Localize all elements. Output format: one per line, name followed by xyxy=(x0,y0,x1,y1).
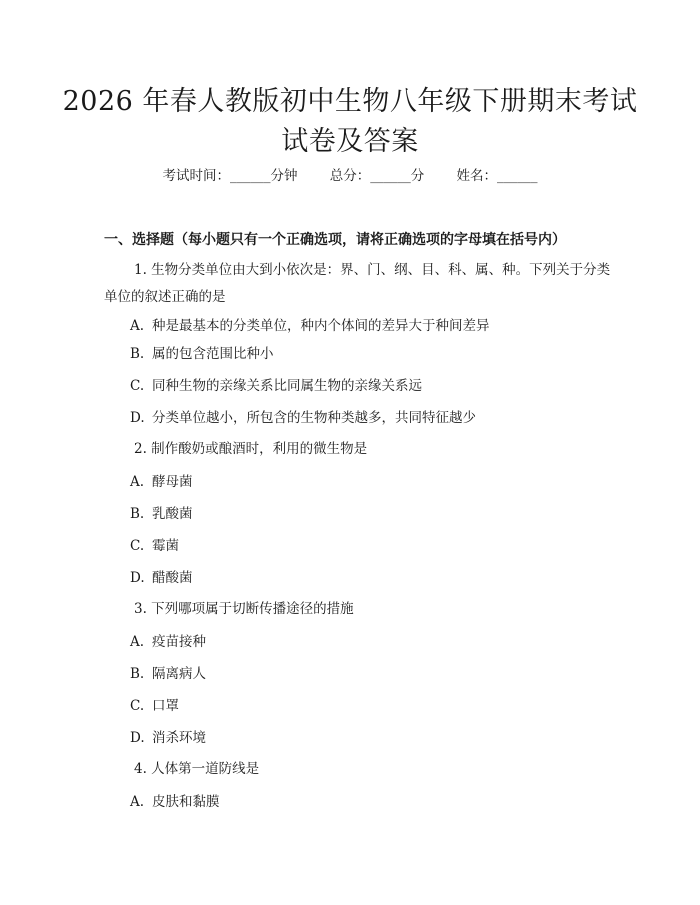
option-label: A. xyxy=(130,474,145,490)
option-text: 口罩 xyxy=(152,698,179,714)
option-text: 醋酸菌 xyxy=(152,570,193,586)
option-label: C. xyxy=(130,538,145,554)
question-option xyxy=(130,316,490,336)
option-text: 乳酸菌 xyxy=(152,506,193,522)
option-text: 种是最基本的分类单位，种内个体间的差异大于种间差异 xyxy=(152,318,490,334)
option-label: D. xyxy=(130,410,145,426)
section-heading: 一、选择题（每小题只有一个正确选项，请将正确选项的字母填在括号内） xyxy=(104,232,566,248)
question-stem xyxy=(104,756,616,783)
option-label: B. xyxy=(130,666,145,682)
exam-time xyxy=(162,168,297,184)
question-stem xyxy=(104,596,616,623)
question-option xyxy=(130,568,193,588)
exam-time-label: 考试时间： xyxy=(162,168,230,184)
question-option xyxy=(130,792,220,812)
question-option xyxy=(130,696,179,716)
option-text: 皮肤和黏膜 xyxy=(152,794,220,810)
question-option xyxy=(130,504,193,524)
option-text: 分类单位越小，所包含的生物种类越多，共同特征越少 xyxy=(152,410,476,426)
option-label: B. xyxy=(130,506,145,522)
option-text: 属的包含范围比种小 xyxy=(152,346,274,362)
question-3-stem: 3. 下列哪项属于切断传播途径的措施 xyxy=(134,601,354,617)
option-text: 同种生物的亲缘关系比同属生物的亲缘关系远 xyxy=(152,378,422,394)
student-name-blank: ______ xyxy=(497,168,538,184)
exam-meta xyxy=(0,166,700,186)
question-option xyxy=(130,536,179,556)
question-option xyxy=(130,344,274,364)
total-score-unit: 分 xyxy=(410,168,425,184)
option-text: 酵母菌 xyxy=(152,474,193,490)
total-score-label: 总分： xyxy=(329,168,371,184)
total-score xyxy=(330,168,425,184)
question-4-stem: 4. 人体第一道防线是 xyxy=(134,761,260,777)
question-option xyxy=(130,632,206,652)
option-text: 疫苗接种 xyxy=(152,634,206,650)
question-stem xyxy=(104,257,616,311)
student-name-label: 姓名： xyxy=(456,168,498,184)
exam-time-blank: ______ xyxy=(229,168,271,184)
option-label: B. xyxy=(130,346,145,362)
exam-title: 2026 年春人教版初中生物八年级下册期末考试试卷及答案 xyxy=(62,86,638,157)
total-score-blank: ______ xyxy=(370,168,411,184)
option-label: A. xyxy=(130,318,145,334)
question-option xyxy=(130,728,206,748)
option-label: D. xyxy=(130,570,145,586)
question-option xyxy=(130,408,476,428)
question-option xyxy=(130,472,193,492)
student-name xyxy=(457,168,538,184)
question-2-stem: 2. 制作酸奶或酿酒时，利用的微生物是 xyxy=(134,441,368,457)
option-label: C. xyxy=(130,378,145,394)
question-stem xyxy=(104,436,616,463)
option-text: 霉菌 xyxy=(152,538,179,554)
option-label: A. xyxy=(130,794,145,810)
option-label: A. xyxy=(130,634,145,650)
option-label: C. xyxy=(130,698,145,714)
option-label: D. xyxy=(130,730,145,746)
question-option xyxy=(130,664,206,684)
option-text: 隔离病人 xyxy=(152,666,206,682)
question-1-stem: 1. 生物分类单位由大到小依次是：界、门、纲、目、科、属、种。下列关于分类单位的叙述正确的是 xyxy=(104,262,611,305)
exam-time-unit: 分钟 xyxy=(270,168,298,184)
question-option xyxy=(130,376,422,396)
option-text: 消杀环境 xyxy=(152,730,206,746)
